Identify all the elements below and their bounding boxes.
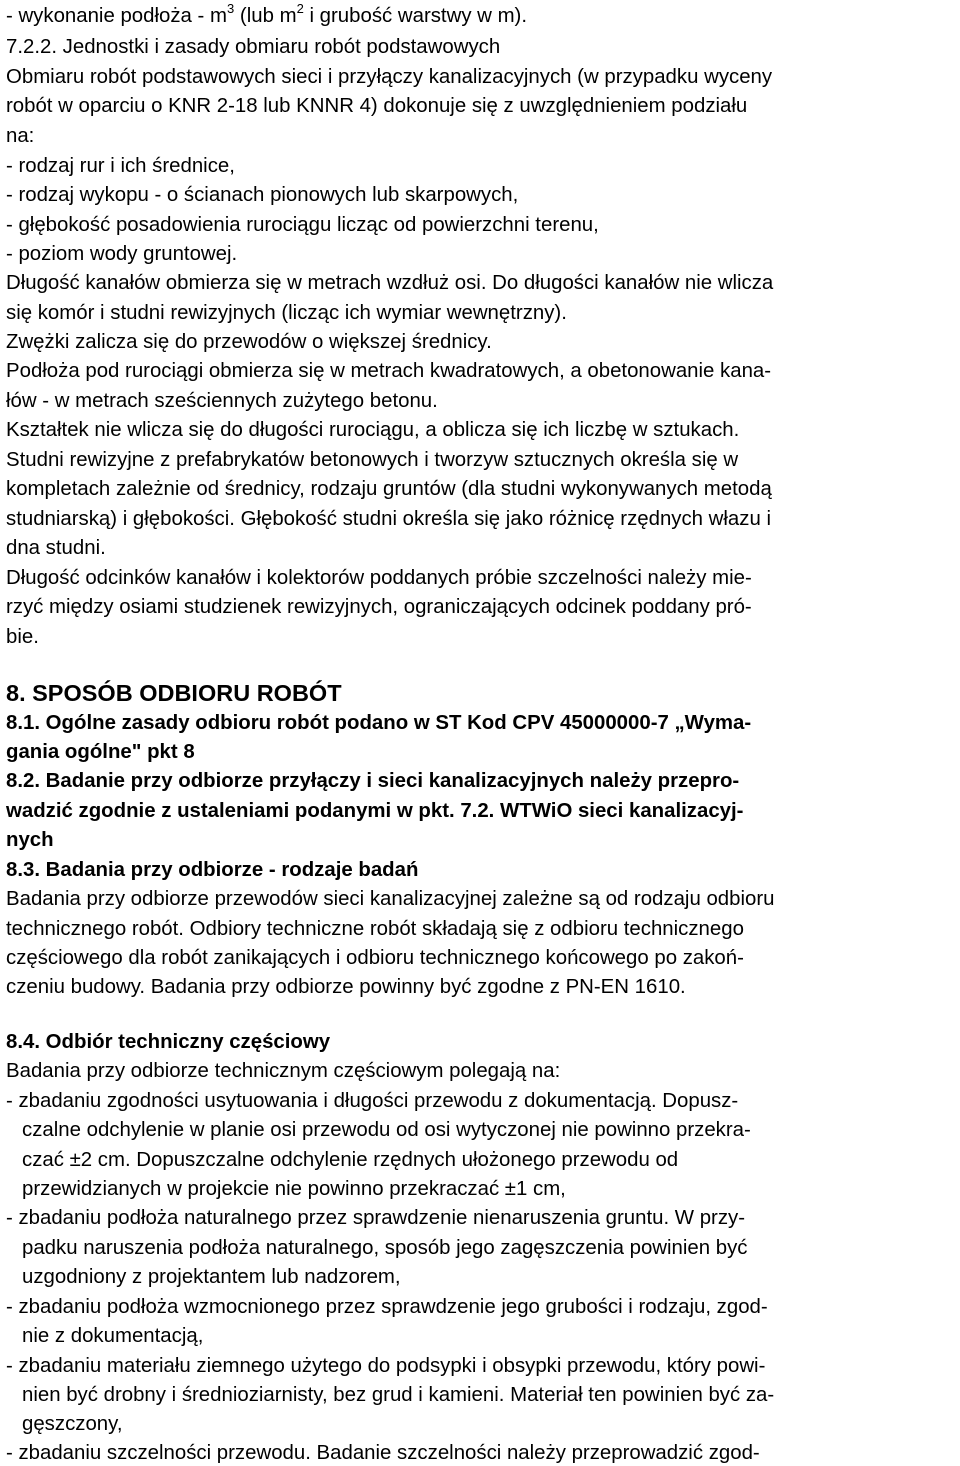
paragraph-line: łów - w metrach sześciennych zużytego betonu. [6, 390, 438, 412]
paragraph-line: Kształtek nie wlicza się do długości rurociągu, a oblicza się ich liczbę w sztukach. [6, 419, 740, 441]
list-item: - poziom wody gruntowej. [6, 243, 238, 265]
paragraph-line: Długość odcinków kanałów i kolektorów poddanych próbie szczelności należy mie- [6, 567, 752, 589]
text-line-top: - wykonanie podłoża - $m^3$ (lub $m^2$ i grubość warstwy w m). [6, 1, 528, 27]
section-title-8: 8. SPOSÓB ODBIORU ROBÓT [6, 680, 342, 706]
superscript-3: 3 [227, 1, 235, 17]
paragraph-line: studniarską) i głębokości. Głębokość studni określa się jako różnicę rzędnych włazu i [6, 508, 772, 530]
section-heading-82: wadzić zgodnie z ustaleniami podanymi w pkt. 7.2. WTWiO sieci kanalizacyj- [6, 800, 744, 822]
list-item: - rodzaj rur i ich średnice, [6, 155, 235, 177]
section-heading-82: 8.2. Badanie przy odbiorze przyłączy i sieci kanalizacyjnych należy przepro- [6, 770, 740, 792]
paragraph-line: się komór i studni rewizyjnych (licząc ich wymiar wewnętrzny). [6, 302, 567, 324]
list-item-continuation: uzgodniony z projektantem lub nadzorem, [22, 1266, 401, 1288]
paragraph-line: robót w oparciu o KNR 2-18 lub KNNR 4) dokonuje się z uwzględnieniem podziału [6, 95, 748, 117]
paragraph-line: kompletach zależnie od średnicy, rodzaju gruntów (dla studni wykonywanych metodą [6, 478, 772, 500]
paragraph-line: Zwężki zalicza się do przewodów o większej średnicy. [6, 331, 492, 353]
list-item-continuation: gęszczony, [22, 1413, 123, 1435]
list-item-continuation: czać ±2 cm. Dopuszczalne odchylenie rzędnych ułożonego przewodu od [22, 1149, 679, 1171]
paragraph-line: rzyć między osiami studzienek rewizyjnych, ograniczających odcinek poddany pró- [6, 596, 752, 618]
paragraph-line: czeniu budowy. Badania przy odbiorze powinny być zgodne z PN-EN 1610. [6, 976, 686, 998]
paragraph-line: Badania przy odbiorze technicznym częściowym polegają na: [6, 1060, 561, 1082]
list-item: - zbadaniu zgodności usytuowania i długości przewodu z dokumentacją. Dopusz- [6, 1090, 739, 1112]
paragraph-line: Badania przy odbiorze przewodów sieci kanalizacyjnej zależne są od rodzaju odbioru [6, 888, 775, 910]
section-heading-722: 7.2.2. Jednostki i zasady obmiaru robót podstawowych [6, 36, 501, 58]
list-item-continuation: nie z dokumentacją, [22, 1325, 204, 1347]
section-heading-82: nych [6, 829, 54, 851]
paragraph-line: Podłoża pod rurociągi obmierza się w metrach kwadratowych, a obetonowanie kana- [6, 360, 772, 382]
paragraph-line: Obmiaru robót podstawowych sieci i przyłączy kanalizacyjnych (w przypadku wyceny [6, 66, 773, 88]
superscript-2: 2 [296, 1, 304, 17]
paragraph-line: częściowego dla robót zanikających i odbioru technicznego końcowego po zakoń- [6, 947, 744, 969]
list-item: - głębokość posadowienia rurociągu licząc od powierzchni terenu, [6, 214, 599, 236]
section-heading-84: 8.4. Odbiór techniczny częściowy [6, 1031, 331, 1053]
list-item-continuation: nien być drobny i średnioziarnisty, bez grud i kamieni. Materiał ten powinien być za- [22, 1384, 775, 1406]
paragraph-line: bie. [6, 626, 39, 648]
list-item: - zbadaniu szczelności przewodu. Badanie szczelności należy przeprowadzić zgod- [6, 1442, 760, 1464]
list-item: - zbadaniu materiału ziemnego użytego do podsypki i obsypki przewodu, który powi- [6, 1355, 766, 1377]
list-item: - rodzaj wykopu - o ścianach pionowych lub skarpowych, [6, 184, 519, 206]
section-heading-83: 8.3. Badania przy odbiorze - rodzaje badań [6, 859, 419, 881]
paragraph-line: technicznego robót. Odbiory techniczne robót składają się z odbioru technicznego [6, 918, 744, 940]
paragraph-line: Długość kanałów obmierza się w metrach wzdłuż osi. Do długości kanałów nie wlicza [6, 272, 774, 294]
section-heading-81: gania ogólne" pkt 8 [6, 741, 195, 763]
list-item-continuation: czalne odchylenie w planie osi przewodu od osi wytyczonej nie powinno przekra- [22, 1119, 751, 1141]
section-heading-81: 8.1. Ogólne zasady odbioru robót podano w ST Kod CPV 45000000-7 „Wyma- [6, 712, 752, 734]
list-item-continuation: padku naruszenia podłoża naturalnego, sposób jego zagęszczenia powinien być [22, 1237, 748, 1259]
paragraph-line: Studni rewizyjne z prefabrykatów betonowych i tworzyw sztucznych określa się w [6, 449, 739, 471]
paragraph-line: dna studni. [6, 537, 106, 559]
list-item-continuation: przewidzianych w projekcie nie powinno przekraczać ±1 cm, [22, 1178, 566, 1200]
list-item: - zbadaniu podłoża wzmocnionego przez sprawdzenie jego grubości i rodzaju, zgod- [6, 1296, 768, 1318]
paragraph-line: na: [6, 125, 35, 147]
list-item: - zbadaniu podłoża naturalnego przez sprawdzenie nienaruszenia gruntu. W przy- [6, 1207, 746, 1229]
